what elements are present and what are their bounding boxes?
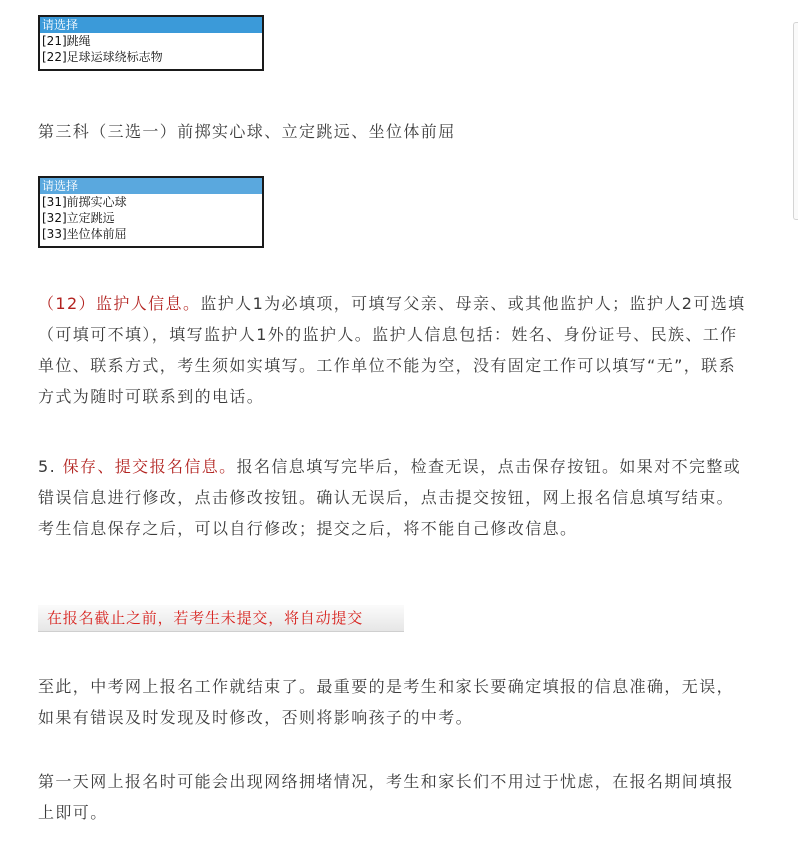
- listbox-option[interactable]: [22]足球运球绕标志物: [42, 50, 163, 64]
- listbox-option[interactable]: [33]坐位体前屈: [42, 227, 127, 241]
- guardian-body: 监护人1为必填项，可填写父亲、母亲、或其他监护人；监护人2可选填（可填可不填），填写监护人1外的监护人。监护人信息包括：姓名、身份证号、民族、工作单位、联系方式，考生须如实填写。工作单位不能为空，没有固定工作可以填写“无”，联系方式为随时可联系到的电话。: [38, 294, 746, 406]
- first-day-paragraph: 第一天网上报名时可能会出现网络拥堵情况，考生和家长们不用过于忧虑，在报名期间填报上即可。: [38, 772, 735, 822]
- subject3-paragraph: 第三科（三选一）前掷实心球、立定跳远、坐位体前屈: [38, 122, 456, 141]
- save-submit-paragraph: [38, 451, 750, 544]
- scrollbar[interactable]: [793, 22, 798, 220]
- auto-submit-notice-banner: 在报名截止之前，若考生未提交，将自动提交: [38, 605, 404, 632]
- item-select-listbox[interactable]: [38, 15, 264, 71]
- listbox-option[interactable]: [32]立定跳远: [42, 211, 115, 225]
- listbox-placeholder-option[interactable]: 请选择: [40, 17, 262, 33]
- listbox-option[interactable]: [21]跳绳: [42, 34, 91, 48]
- conclusion-paragraph: 至此，中考网上报名工作就结束了。最重要的是考生和家长要确定填报的信息准确，无误，如果有错误及时发现及时修改，否则将影响孩子的中考。: [38, 677, 735, 727]
- step-number: 5.: [38, 457, 57, 476]
- guardian-heading: （12）监护人信息。: [38, 294, 201, 313]
- subject3-select-listbox[interactable]: [38, 176, 264, 248]
- listbox-option[interactable]: [31]前掷实心球: [42, 195, 127, 209]
- listbox-placeholder-option[interactable]: 请选择: [40, 178, 262, 194]
- save-submit-body: 报名信息填写完毕后，检查无误，点击保存按钮。如果对不完整或错误信息进行修改，点击修改按钮。确认无误后，点击提交按钮，网上报名信息填写结束。考生信息保存之后，可以自行修改；提交之后，将不能自己修改信息。: [38, 457, 742, 538]
- save-submit-heading: 保存、提交报名信息。: [62, 457, 237, 476]
- guardian-paragraph: [38, 288, 750, 412]
